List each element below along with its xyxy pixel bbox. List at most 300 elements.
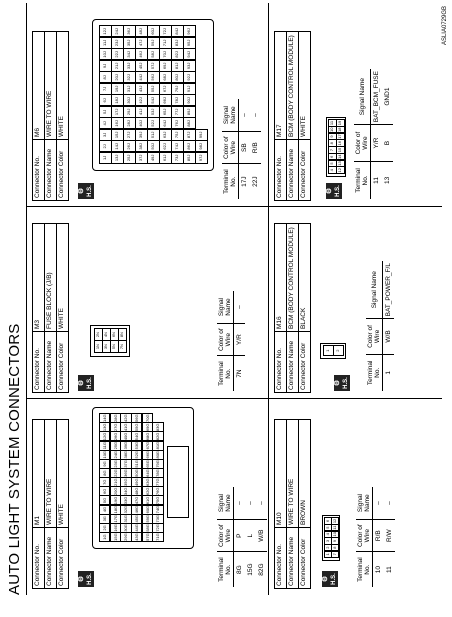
signal-name-cell: – xyxy=(250,99,261,132)
pin-cavity: 44G xyxy=(131,523,142,533)
pin-cavity: 5J xyxy=(99,106,112,118)
pin-cavity: 2J xyxy=(99,140,112,152)
header-terminal-no: Terminal No. xyxy=(222,164,239,199)
wire-color-cell: SB xyxy=(239,132,251,164)
pin-cavity: 71J xyxy=(159,37,172,49)
table-row xyxy=(256,487,267,587)
pin-cavity: 63J xyxy=(159,129,172,141)
pin-cavity: 37G xyxy=(120,459,131,469)
pin-cavity: 96J xyxy=(183,25,196,37)
connector-info-table xyxy=(32,223,69,393)
header-color-of-wire: Color of Wire xyxy=(217,324,234,356)
pin-cavity: 20J xyxy=(111,71,124,83)
pin-cavity: 17J xyxy=(111,106,124,118)
table-row xyxy=(383,261,395,391)
connector-panel-m1 xyxy=(32,399,265,589)
label-connector-color: Connector Color xyxy=(57,332,69,393)
pin-cavity: 6J xyxy=(99,94,112,106)
pin-cavity: 55G xyxy=(131,422,142,432)
pin-cavity: 21J xyxy=(111,60,124,72)
pin-cavity: 18G xyxy=(110,505,121,515)
pin-cavity: 5 xyxy=(324,524,332,531)
header-color-of-wire: Color of Wire xyxy=(356,520,373,552)
wire-color-cell: W/B xyxy=(256,520,267,552)
pin-cavity: 56G xyxy=(131,413,142,423)
connector-face-m3 xyxy=(90,325,130,357)
header-signal-name: Signal Name xyxy=(222,99,239,132)
terminal-no-cell: 8G xyxy=(236,565,243,574)
pin-cavity: 40J xyxy=(135,117,148,129)
pin-grid xyxy=(324,518,338,558)
pin-cavity: 99J xyxy=(195,129,208,141)
pin-cavity: 76G xyxy=(152,486,163,496)
signal-name-cell: – xyxy=(234,291,246,324)
label-connector-no: Connector No. xyxy=(33,332,45,393)
pin-cavity: 70J xyxy=(159,48,172,60)
pin-cavity: 3 xyxy=(324,537,332,544)
pin-cavity: 83G xyxy=(152,422,163,432)
pin-cavity: 27J xyxy=(123,129,136,141)
pin-cavity: 9J xyxy=(99,60,112,72)
pin-cavity: 67G xyxy=(142,441,153,451)
pin-grid xyxy=(99,414,163,542)
pin-cavity: 81G xyxy=(152,441,163,451)
pin-cavity: 16 xyxy=(336,139,345,147)
pin-cavity: 70G xyxy=(142,413,153,423)
label-connector-no: Connector No. xyxy=(275,332,287,393)
pin-cavity: 79J xyxy=(171,83,184,95)
pin-cavity: 2G xyxy=(99,523,110,533)
pin-cavity: 5 xyxy=(328,160,337,168)
label-connector-color: Connector Color xyxy=(299,332,311,393)
pin-cavity: 72J xyxy=(159,25,172,37)
signal-name-cell: BAT_BCM_FUSE xyxy=(371,69,383,125)
terminal-no-cell: 13 xyxy=(384,176,391,185)
pin-cavity: 51J xyxy=(147,129,160,141)
pin-cavity: 42G xyxy=(120,413,131,423)
pin-cavity: 36G xyxy=(120,468,131,478)
pin-cavity: 4N xyxy=(102,328,111,341)
pin-cavity: 35G xyxy=(120,477,131,487)
table-row xyxy=(373,487,385,587)
pin-cavity: 8J xyxy=(99,71,112,83)
pin-cavity: 15J xyxy=(111,129,124,141)
pin-cavity: 4G xyxy=(99,505,110,515)
header-color-of-wire: Color of Wire xyxy=(217,520,234,552)
signal-name-cell: BAT_POWER_F/L xyxy=(383,261,395,319)
pin-cavity: 35J xyxy=(123,37,136,49)
pin-cavity: 43J xyxy=(135,83,148,95)
pin-grid xyxy=(323,346,343,356)
harness-side-icon: ⚙ H.S. xyxy=(322,571,338,587)
pin-cavity: 77J xyxy=(171,106,184,118)
terminal-no-cell: 15G xyxy=(247,563,254,576)
pin-cavity: 61J xyxy=(159,152,172,164)
pin-cavity: 20G xyxy=(110,486,121,496)
harness-side-icon: ⚙ H.S. xyxy=(78,375,94,391)
pin-cavity: 58J xyxy=(147,48,160,60)
pin-cavity: 83J xyxy=(171,37,184,49)
table-row xyxy=(382,69,393,199)
pin-cavity: 78G xyxy=(152,468,163,478)
pin-cavity: 47G xyxy=(131,496,142,506)
pin-cavity: 6 xyxy=(324,517,332,524)
connector-face-m17 xyxy=(326,117,346,177)
pin-cavity: 50J xyxy=(147,140,160,152)
pin-cavity: 85J xyxy=(183,152,196,164)
pin-cavity: 80G xyxy=(152,450,163,460)
pin-cavity: 82G xyxy=(152,432,163,442)
pin-cavity: 46J xyxy=(135,48,148,60)
pin-cavity: 54J xyxy=(147,94,160,106)
pin-cavity: 34J xyxy=(123,48,136,60)
header-terminal-no: Terminal No. xyxy=(217,356,234,391)
label-connector-color: Connector Color xyxy=(299,140,311,201)
pin-cavity: 37J xyxy=(135,152,148,164)
pin-cavity: 31J xyxy=(123,83,136,95)
pin-cavity: 69J xyxy=(159,60,172,72)
pin-cavity: 6N xyxy=(110,328,119,341)
pin-cavity: 76J xyxy=(171,117,184,129)
connector-color: WHITE xyxy=(57,224,69,332)
signal-name-cell: – xyxy=(256,487,267,520)
table-row xyxy=(250,99,261,199)
wire-color-cell: R/B xyxy=(373,520,385,552)
pin-cavity: 5G xyxy=(99,496,110,506)
label-connector-color: Connector Color xyxy=(57,140,69,201)
pin-cavity: 22J xyxy=(111,48,124,60)
connector-face-m16 xyxy=(320,343,346,359)
connector-no: M16 xyxy=(275,224,287,332)
pin-cavity: 13 xyxy=(336,160,345,168)
connector-color: WHITE xyxy=(299,32,311,140)
label-connector-color: Connector Color xyxy=(57,528,69,589)
pin-cavity: 68G xyxy=(142,432,153,442)
pin-cavity: 11 xyxy=(328,119,337,127)
terminal-no-cell: 11 xyxy=(373,177,380,184)
pin-cavity: 41G xyxy=(120,422,131,432)
pin-cavity: 88J xyxy=(183,117,196,129)
pin-cavity: 6 xyxy=(328,153,337,161)
pin-cavity: 10 xyxy=(332,532,337,537)
pin-cavity: 24J xyxy=(111,25,124,37)
pin-cavity: 90J xyxy=(183,94,196,106)
pin-cavity: 49J xyxy=(147,152,160,164)
signal-name-cell: – xyxy=(384,487,395,520)
pin-cavity: 52J xyxy=(147,117,160,129)
label-connector-color: Connector Color xyxy=(299,528,311,589)
wire-color-cell: R/W xyxy=(384,520,395,552)
pin-cavity: 59G xyxy=(142,514,153,524)
pin-cavity: 9G xyxy=(99,459,110,469)
terminal-no-cell: 11 xyxy=(386,566,393,573)
connector-name: WIRE TO WIRE xyxy=(45,32,57,140)
terminal-table-m3 xyxy=(217,291,245,391)
table-row xyxy=(384,487,395,587)
pin-cavity: 9 xyxy=(331,537,339,544)
pin-cavity: 39J xyxy=(135,129,148,141)
signal-name-cell: – xyxy=(239,99,251,132)
pin-cavity: 30J xyxy=(123,94,136,106)
connector-face-m1 xyxy=(92,407,194,549)
pin-cavity: 91J xyxy=(183,83,196,95)
wire-color-cell: Y/R xyxy=(371,125,383,162)
pin-cavity: 4 xyxy=(324,531,332,538)
pin-cavity: 16J xyxy=(111,117,124,129)
pin-cavity: 38G xyxy=(120,450,131,460)
connector-face-m6 xyxy=(92,19,214,171)
pin-cavity: 10 xyxy=(328,126,337,134)
terminal-table-m17 xyxy=(354,69,393,199)
header-signal-name: Signal Name xyxy=(354,69,371,125)
pin-cavity: 78J xyxy=(171,94,184,106)
connector-color: BLACK xyxy=(299,224,311,332)
connector-info-table xyxy=(274,419,311,589)
pin-cavity: 64J xyxy=(159,117,172,129)
pin-cavity: 53G xyxy=(131,441,142,451)
pin-cavity: 39G xyxy=(120,441,131,451)
pin-cavity: 4 xyxy=(328,166,337,174)
table-row xyxy=(234,291,246,391)
pin-cavity: 12J xyxy=(99,25,112,37)
pin-cavity: 2 xyxy=(324,544,332,551)
pin-cavity: 65G xyxy=(142,459,153,469)
pin-cavity: 58G xyxy=(142,523,153,533)
connector-name: WIRE TO WIRE xyxy=(287,420,299,528)
pin-cavity: 63G xyxy=(142,477,153,487)
pin-cavity: 14G xyxy=(99,413,110,423)
harness-side-icon: ⚙ H.S. xyxy=(326,183,342,199)
pin-cavity: 16G xyxy=(110,523,121,533)
terminal-no-cell: 7N xyxy=(236,369,243,378)
pin-cavity: 11J xyxy=(99,37,112,49)
terminal-no-cell: 1 xyxy=(385,371,392,375)
pin-cavity: 84J xyxy=(171,25,184,37)
pin-cavity: 13J xyxy=(111,152,124,164)
pin-cavity: 82J xyxy=(171,48,184,60)
pin-cavity: 12G xyxy=(99,432,110,442)
connector-no: M1 xyxy=(33,420,45,528)
connector-no: M6 xyxy=(33,32,45,140)
connector-name: WIRE TO WIRE xyxy=(45,420,57,528)
pin-cavity: 17 xyxy=(336,133,345,141)
pin-cavity: 47J xyxy=(135,37,148,49)
pin-cavity: 29J xyxy=(123,106,136,118)
pin-cavity: 43G xyxy=(131,532,142,542)
divider-col-1 xyxy=(27,398,442,399)
pin-cavity: 1N xyxy=(94,340,103,353)
pin-cavity: 11G xyxy=(99,441,110,451)
pin-cavity: 48G xyxy=(131,486,142,496)
pin-cavity: 14J xyxy=(111,140,124,152)
harness-side-icon: ⚙ H.S. xyxy=(78,571,94,587)
table-row xyxy=(371,69,383,199)
header-color-of-wire: Color of Wire xyxy=(354,125,371,162)
pin-cavity: 67J xyxy=(159,83,172,95)
pin-cavity: 7J xyxy=(99,83,112,95)
pin-cavity: 17G xyxy=(110,514,121,524)
pin-cavity: 62G xyxy=(142,486,153,496)
pin-cavity: 50G xyxy=(131,468,142,478)
pin-cavity: 12 xyxy=(332,518,337,524)
pin-cavity: 3J xyxy=(99,129,112,141)
pin-cavity: 95J xyxy=(183,37,196,49)
pin-cavity: 93J xyxy=(183,60,196,72)
pin-cavity: 61G xyxy=(142,496,153,506)
label-connector-name: Connector Name xyxy=(45,140,57,201)
pin-cavity: 94J xyxy=(183,48,196,60)
pin-cavity: 2 xyxy=(333,345,344,356)
terminal-no-cell: 17J xyxy=(241,176,248,187)
pin-cavity: 7 xyxy=(328,146,337,154)
pin-cavity: 74J xyxy=(171,140,184,152)
pin-cavity: 15 xyxy=(336,146,345,154)
pin-cavity: 8G xyxy=(99,468,110,478)
pin-cavity: 62J xyxy=(159,140,172,152)
pin-cavity: 92J xyxy=(183,71,196,83)
pin-cavity: 71G xyxy=(152,532,163,542)
connector-info-table xyxy=(32,419,69,589)
figure-code: ASLIA0729GB xyxy=(442,6,448,46)
pin-cavity: 32J xyxy=(123,71,136,83)
connector-color: WHITE xyxy=(57,32,69,140)
pin-grid xyxy=(328,120,344,174)
fuse-cavity-group xyxy=(167,446,189,518)
wire-color-cell: Y/R xyxy=(234,324,246,356)
pin-cavity: 64G xyxy=(142,468,153,478)
pin-cavity: 60J xyxy=(147,25,160,37)
pin-cavity: 6G xyxy=(99,486,110,496)
label-connector-name: Connector Name xyxy=(287,140,299,201)
signal-name-cell: – xyxy=(373,487,385,520)
pin-cavity: 44J xyxy=(135,71,148,83)
table-row xyxy=(239,99,251,199)
page-title: AUTO LIGHT SYSTEM CONNECTORS xyxy=(6,323,23,595)
pin-cavity: 23G xyxy=(110,459,121,469)
connector-no: M10 xyxy=(275,420,287,528)
connector-name: FUSE BLOCK (J/B) xyxy=(45,224,57,332)
pin-cavity: 46G xyxy=(131,505,142,515)
pin-cavity: 5N xyxy=(110,340,119,353)
wire-color-cell: B xyxy=(382,125,393,162)
pin-cavity: 29G xyxy=(120,532,131,542)
label-connector-name: Connector Name xyxy=(45,332,57,393)
pin-cavity: 18J xyxy=(111,94,124,106)
pin-cavity: 38J xyxy=(135,140,148,152)
label-connector-no: Connector No. xyxy=(33,140,45,201)
terminal-table-m10 xyxy=(356,487,395,587)
connector-info-table xyxy=(274,31,311,201)
label-connector-name: Connector Name xyxy=(287,332,299,393)
pin-cavity: 1J xyxy=(99,152,112,164)
connector-face-m10 xyxy=(322,515,340,561)
pin-cavity: 68J xyxy=(159,71,172,83)
pin-cavity: 8 xyxy=(328,139,337,147)
label-connector-name: Connector Name xyxy=(45,528,57,589)
pin-cavity: 2N xyxy=(94,328,103,341)
connector-info-table xyxy=(32,31,69,201)
label-connector-no: Connector No. xyxy=(33,528,45,589)
pin-cavity: 24G xyxy=(110,450,121,460)
divider-top xyxy=(26,3,27,595)
pin-cavity: 14 xyxy=(336,153,345,161)
terminal-no-cell: 82G xyxy=(258,563,265,576)
header-color-of-wire: Color of Wire xyxy=(366,319,383,354)
header-terminal-no: Terminal No. xyxy=(354,161,371,199)
pin-cavity: 10G xyxy=(99,450,110,460)
connector-color: BROWN xyxy=(299,420,311,528)
signal-name-cell: – xyxy=(234,487,246,520)
pin-cavity: 25J xyxy=(123,152,136,164)
divider-col-2 xyxy=(27,206,442,207)
header-color-of-wire: Color of Wire xyxy=(222,132,239,164)
pin-cavity: 57G xyxy=(142,532,153,542)
pin-cavity: 19 xyxy=(336,119,345,127)
pin-cavity: 28G xyxy=(110,413,121,423)
connector-panel-m17 xyxy=(274,11,391,201)
pin-cavity: 79G xyxy=(152,459,163,469)
pin-cavity: 49G xyxy=(131,477,142,487)
pin-cavity: 73J xyxy=(171,152,184,164)
pin-cavity: 60G xyxy=(142,505,153,515)
pin-cavity: 13G xyxy=(99,422,110,432)
terminal-no-cell: 10 xyxy=(375,566,382,574)
pin-cavity: 89J xyxy=(183,106,196,118)
pin-cavity: 26J xyxy=(123,140,136,152)
divider-middle xyxy=(268,3,269,595)
pin-cavity: 59J xyxy=(147,37,160,49)
pin-cavity: 40G xyxy=(120,432,131,442)
pin-cavity: 80J xyxy=(171,71,184,83)
pin-cavity: 97J xyxy=(195,152,208,164)
pin-cavity: 65J xyxy=(159,106,172,118)
pin-cavity: 51G xyxy=(131,459,142,469)
pin-cavity: 3G xyxy=(99,514,110,524)
connector-panel-m3 xyxy=(32,203,243,393)
pin-cavity: 81J xyxy=(171,60,184,72)
pin-cavity: 7 xyxy=(331,551,339,558)
header-signal-name: Signal Name xyxy=(217,291,234,324)
pin-cavity: 12 xyxy=(336,166,345,174)
pin-cavity: 42J xyxy=(135,94,148,106)
pin-cavity: 45G xyxy=(131,514,142,524)
pin-cavity: 19G xyxy=(110,496,121,506)
pin-cavity: 10J xyxy=(99,48,112,60)
pin-cavity: 41J xyxy=(135,106,148,118)
pin-cavity: 33J xyxy=(123,60,136,72)
pin-cavity: 56J xyxy=(147,71,160,83)
pin-cavity: 34G xyxy=(120,486,131,496)
pin-cavity: 53J xyxy=(147,106,160,118)
pin-cavity: 4J xyxy=(99,117,112,129)
pin-cavity: 98J xyxy=(195,140,208,152)
pin-cavity: 25G xyxy=(110,441,121,451)
label-connector-no: Connector No. xyxy=(275,528,287,589)
harness-side-icon: ⚙ H.S. xyxy=(78,183,94,199)
pin-cavity: 74G xyxy=(152,505,163,515)
pin-cavity: 36J xyxy=(123,25,136,37)
pin-cavity: 11 xyxy=(332,525,337,530)
pin-cavity: 48J xyxy=(135,25,148,37)
pin-cavity: 8 xyxy=(331,544,339,551)
label-connector-no: Connector No. xyxy=(275,140,287,201)
pin-cavity: 7N xyxy=(118,340,127,353)
pin-cavity: 27G xyxy=(110,422,121,432)
pin-cavity: 15G xyxy=(110,532,121,542)
harness-side-icon: ⚙ H.S. xyxy=(334,375,350,391)
wire-color-cell: R/B xyxy=(250,132,261,164)
connector-panel-m16 xyxy=(274,203,392,393)
